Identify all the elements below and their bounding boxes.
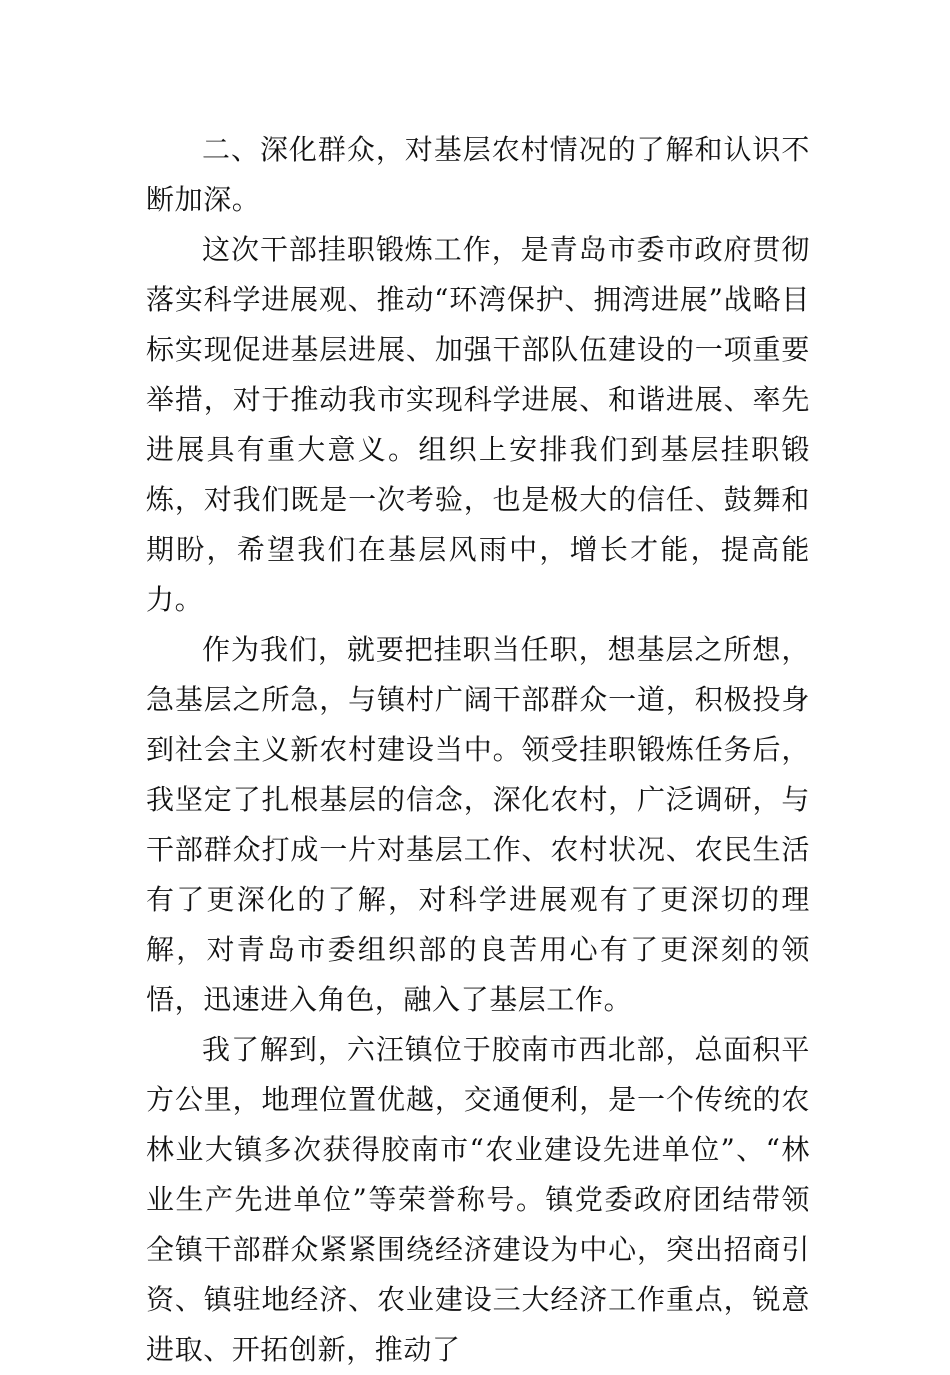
document-body (146, 125, 810, 1375)
paragraph: 我了解到，六汪镇位于胶南市西北部，总面积平方公里，地理位置优越，交通便利，是一个传统的农林业大镇多次获得胶南市“农业建设先进单位”、“林业生产先进单位”等荣誉称号。镇党委政府团结带领全镇干部群众紧紧围绕经济建设为中心，突出招商引资、镇驻地经济、农业建设三大经济工作重点，锐意进取、开拓创新，推动了 (146, 1033, 810, 1366)
paragraph: 这次干部挂职锻炼工作，是青岛市委市政府贯彻落实科学进展观、推动“环湾保护、拥湾进展”战略目标实现促进基层进展、加强干部队伍建设的一项重要举措，对于推动我市实现科学进展、和谐进展、率先进展具有重大意义。组织上安排我们到基层挂职锻炼，对我们既是一次考验，也是极大的信任、鼓舞和期盼，希望我们在基层风雨中，增长才能，提高能力。 (146, 233, 810, 616)
paragraph: 作为我们，就要把挂职当任职，想基层之所想，急基层之所急，与镇村广阔干部群众一道，积极投身到社会主义新农村建设当中。领受挂职锻炼任务后，我坚定了扎根基层的信念，深化农村，广泛调研，与干部群众打成一片对基层工作、农村状况、农民生活有了更深化的了解，对科学进展观有了更深切的理解，对青岛市委组织部的良苦用心有了更深刻的领悟，迅速进入角色，融入了基层工作。 (146, 633, 810, 1016)
paragraph-heading: 二、深化群众，对基层农村情况的了解和认识不断加深。 (146, 133, 810, 216)
